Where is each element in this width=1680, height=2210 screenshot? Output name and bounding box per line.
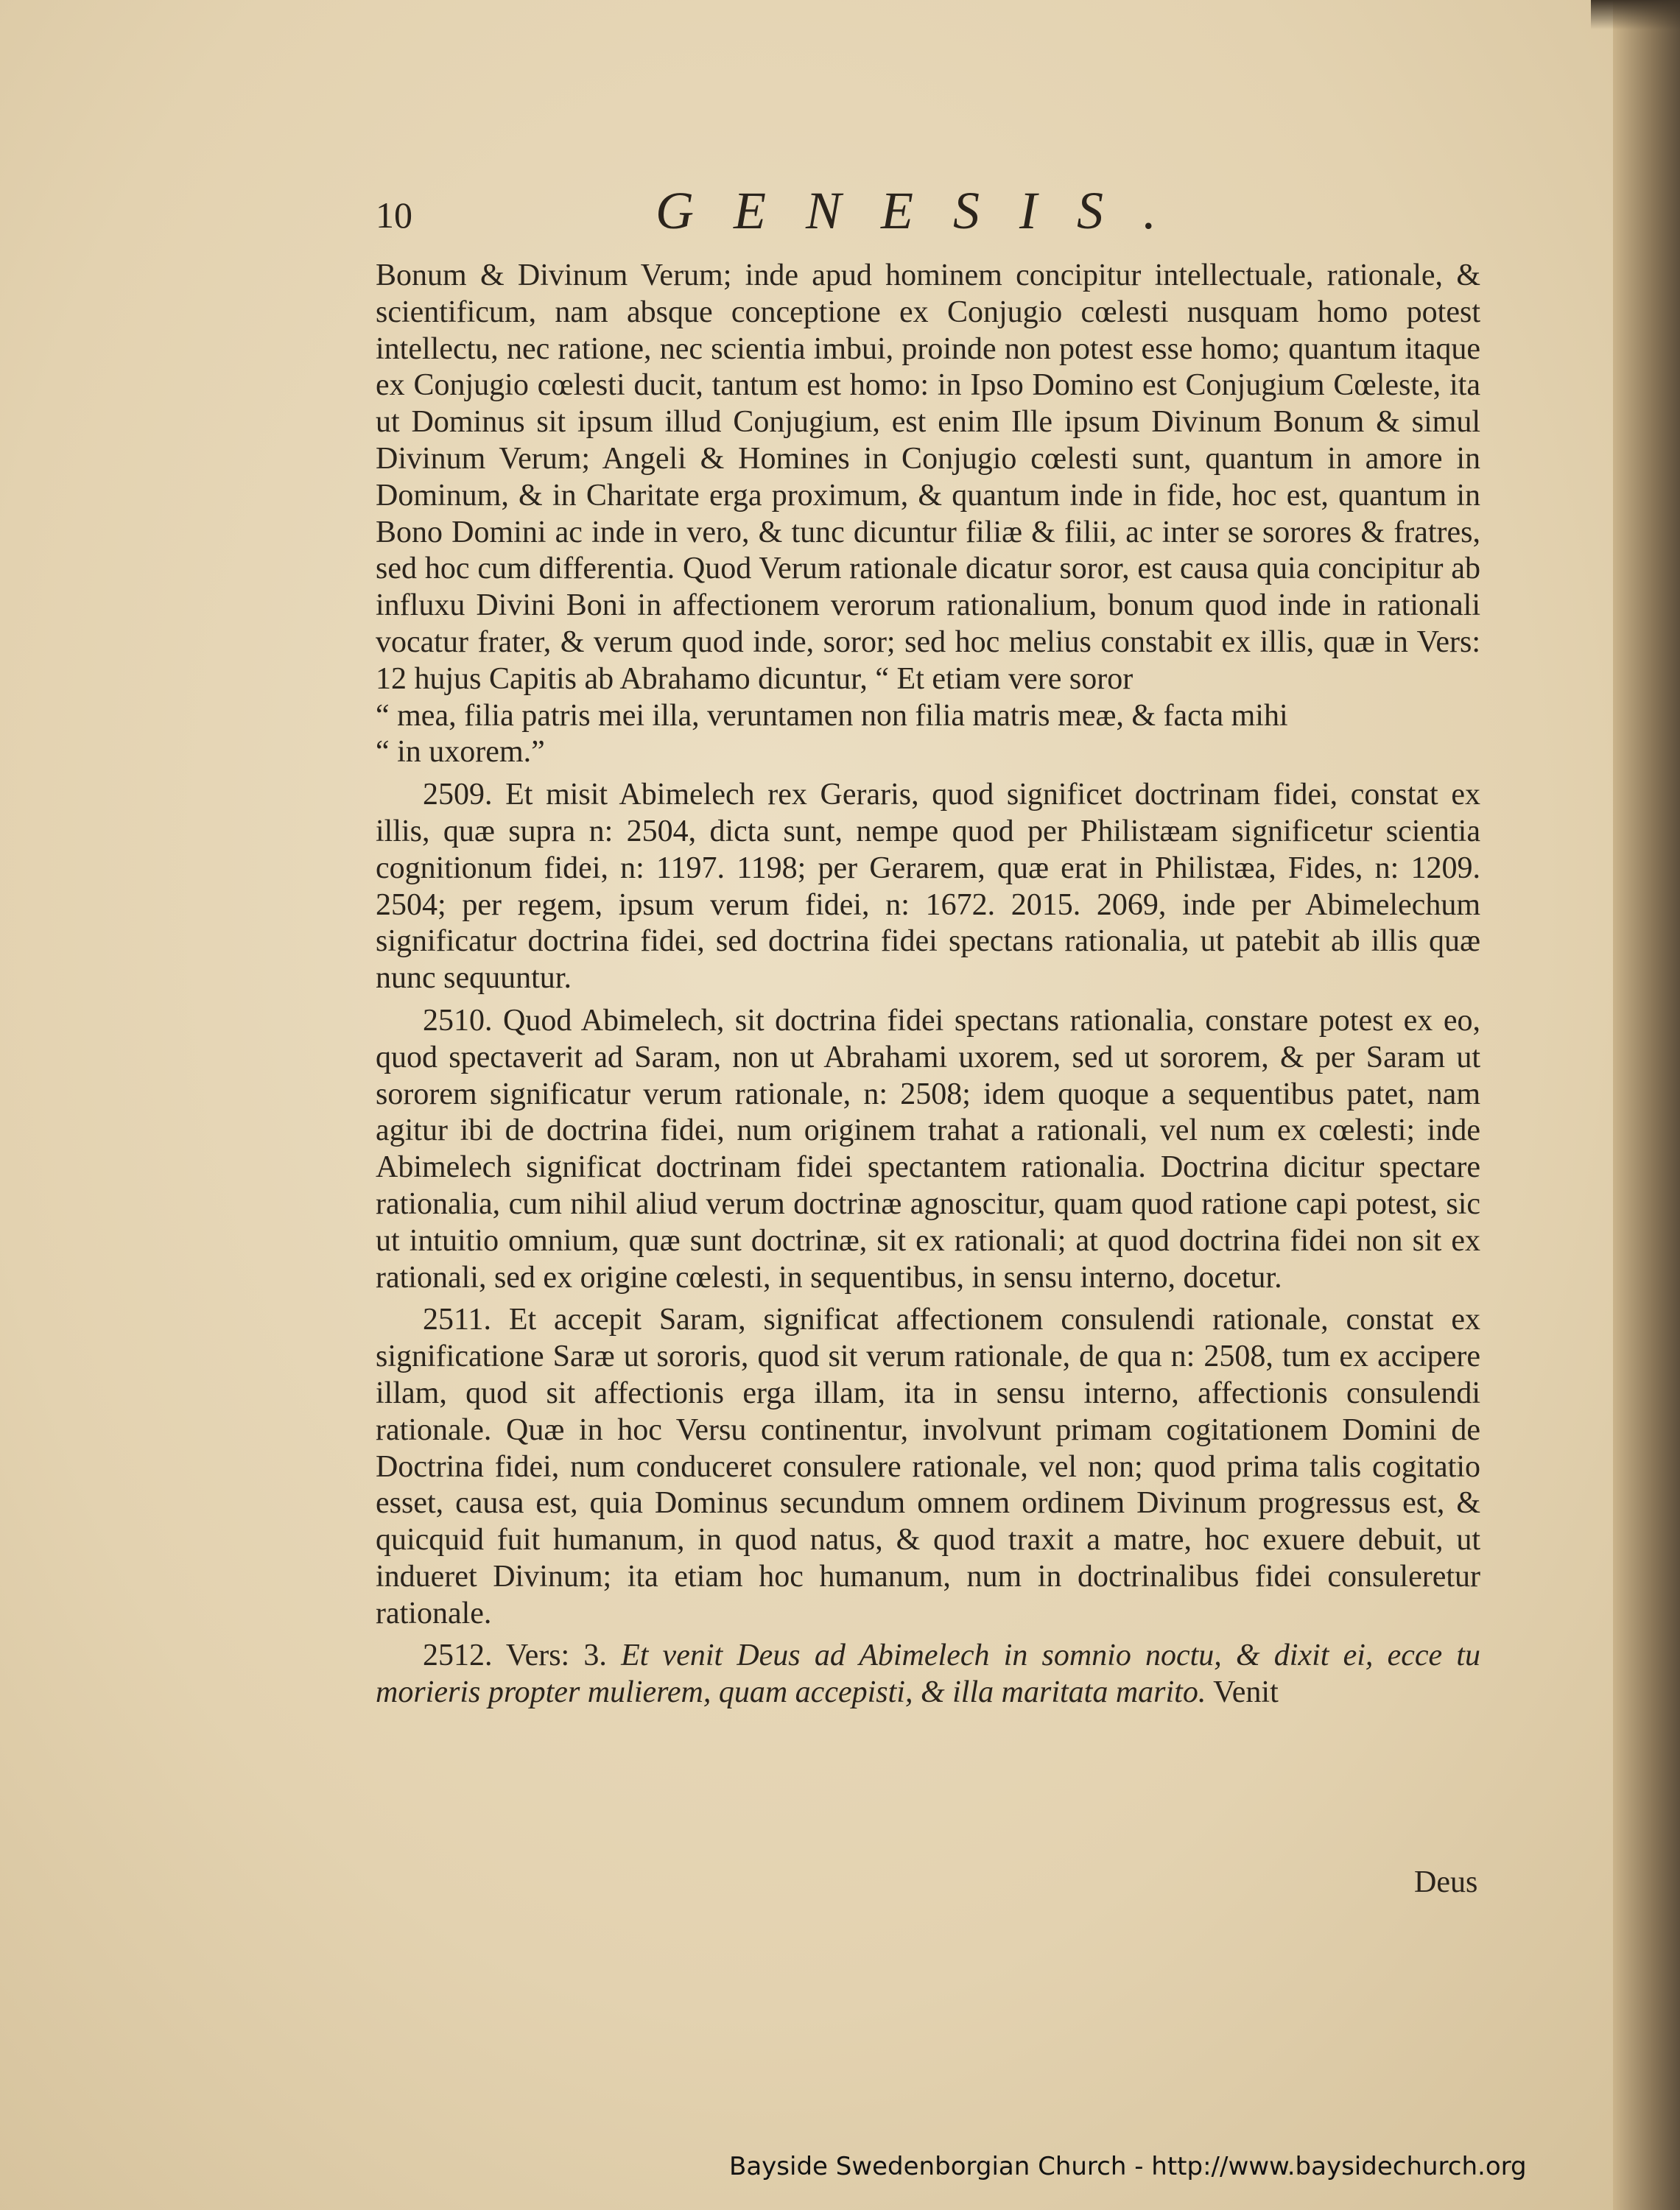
page-header <box>376 180 1510 247</box>
paragraph-continuation <box>376 258 1480 771</box>
book-spine-shadow <box>1613 0 1680 2210</box>
paragraph-2510: 2510. Quod Abimelech, sit doctrina fidei spectans rationalia, constare potest ex eo, quod spectaverit ad Saram, non ut Abrahami uxorem, sed ut sororem, & per Saram ut sororem significatur verum rationale, n: 2508; idem quoque a sequentibus patet, nam agitur ibi de doctrina fidei, num originem trahat a rationali, vel num ex cœlesti; inde Abimelech significat doctrinam fidei spectantem rationalia. Doctrina dicitur spectare rationalia, cum nihil aliud verum doctrinæ agnoscitur, quam quod ratione capi potest, sic ut intuitio omnium, quæ sunt doctrinæ, sit ex rationali; at quod doctrina fidei non sit ex rationali, sed ex origine cœlesti, in sequentibus, in sensu interno, docetur. <box>376 1003 1480 1295</box>
paragraph-text: Venit <box>1213 1675 1279 1710</box>
paragraph-text: Bonum & Divinum Verum; inde apud hominem concipitur intellectuale, rationale, & scientificum, nam absque conceptione ex Conjugio cœlesti nusquam homo potest intellectu, nec ratione, nec scientia imbui, proinde non potest esse homo; quantum itaque ex Conjugio cœlesti ducit, tantum est homo: in Ipso Domino est Conjugium Cœleste, ita ut Dominus sit ipsum illud Conjugium, est enim Ille ipsum Divinum Bonum & simul Divinum Verum; Angeli & Homines in Conjugio cœlesti sunt, quantum in amore in Dominum, & in Charitate erga proximum, & quantum inde in fide, hoc est, quantum in Bono Domini ac inde in vero, & tunc dicuntur filiæ & filii, ac inter se sorores & fratres, sed hoc cum differentia. Quod Verum rationale dicatur soror, est causa quia concipitur ab influxu Divini Boni in affectionem verorum rationalium, bonum quod inde in rationali vocatur frater, & verum quod inde, soror; sed hoc melius constabit ex illis, quæ in Vers: 12 hujus Capitis ab Abrahamo dicuntur, <box>376 258 1480 696</box>
running-title: GENESIS. <box>656 181 1196 240</box>
paragraph-2511: 2511. Et accepit Saram, significat affectionem consulendi rationale, constat ex significatione Saræ ut sororis, quod sit verum rationale, de qua n: 2508, tum ex accipere illam, quod sit affectionis erga illam, ita in sensu interno, affectionis consulendi rationale. Quæ in hoc Versu continentur, involvunt primam cogitationem Domini de Doctrina fidei, num conduceret consulere rationale, vel non; quod prima talis cogitatio esset, causa est, quia Dominus secundum omnem ordinem Divinum progressus est, & quicquid fuit humanum, in quod natus, & quod traxit a matre, hoc exuere debuit, ut indueret Divinum; ita etiam hoc humanum, num in doctrinalibus fidei consuleretur rationale. <box>376 1303 1480 1630</box>
paragraph-2512 <box>376 1638 1480 1711</box>
verse-quotation: Et venit Deus ad Abimelech in somnio noctu, & dixit ei, ecce tu morieris propter mulierem, quam accepisti, & illa maritata marito. <box>376 1639 1480 1710</box>
page-edge-shadow <box>1591 0 1680 29</box>
verse-reference: 2512. Vers: 3. <box>423 1639 607 1673</box>
quote-line: “ in uxorem.” <box>376 735 545 770</box>
paragraph-2509: 2509. Et misit Abimelech rex Geraris, quod significet doctrinam fidei, constat ex illis, quæ supra n: 2504, dicta sunt, nempe quod per Philistæam significetur scientia cognitionum fidei, n: 1197. 1198; per Gerarem, quæ erat in Philistæa, Fides, n: 1209. 2504; per regem, ipsum verum fidei, n: 1672. 2015. 2069, inde per Abimelechum significatur doctrina fidei, sed doctrina fidei spectans rationalia, ut patebit ab illis quæ nunc sequuntur. <box>376 778 1480 996</box>
text-block <box>376 258 1480 1717</box>
quote-line: “ Et etiam vere soror <box>875 661 1134 696</box>
quote-line: “ mea, filia patris mei illa, veruntamen non filia matris meæ, & facta mihi <box>376 698 1288 733</box>
watermark-text: Bayside Swedenborgian Church - http://www.baysidechurch.org <box>729 2152 1527 2181</box>
page-number: 10 <box>376 194 412 236</box>
catchword: Deus <box>1414 1865 1478 1899</box>
